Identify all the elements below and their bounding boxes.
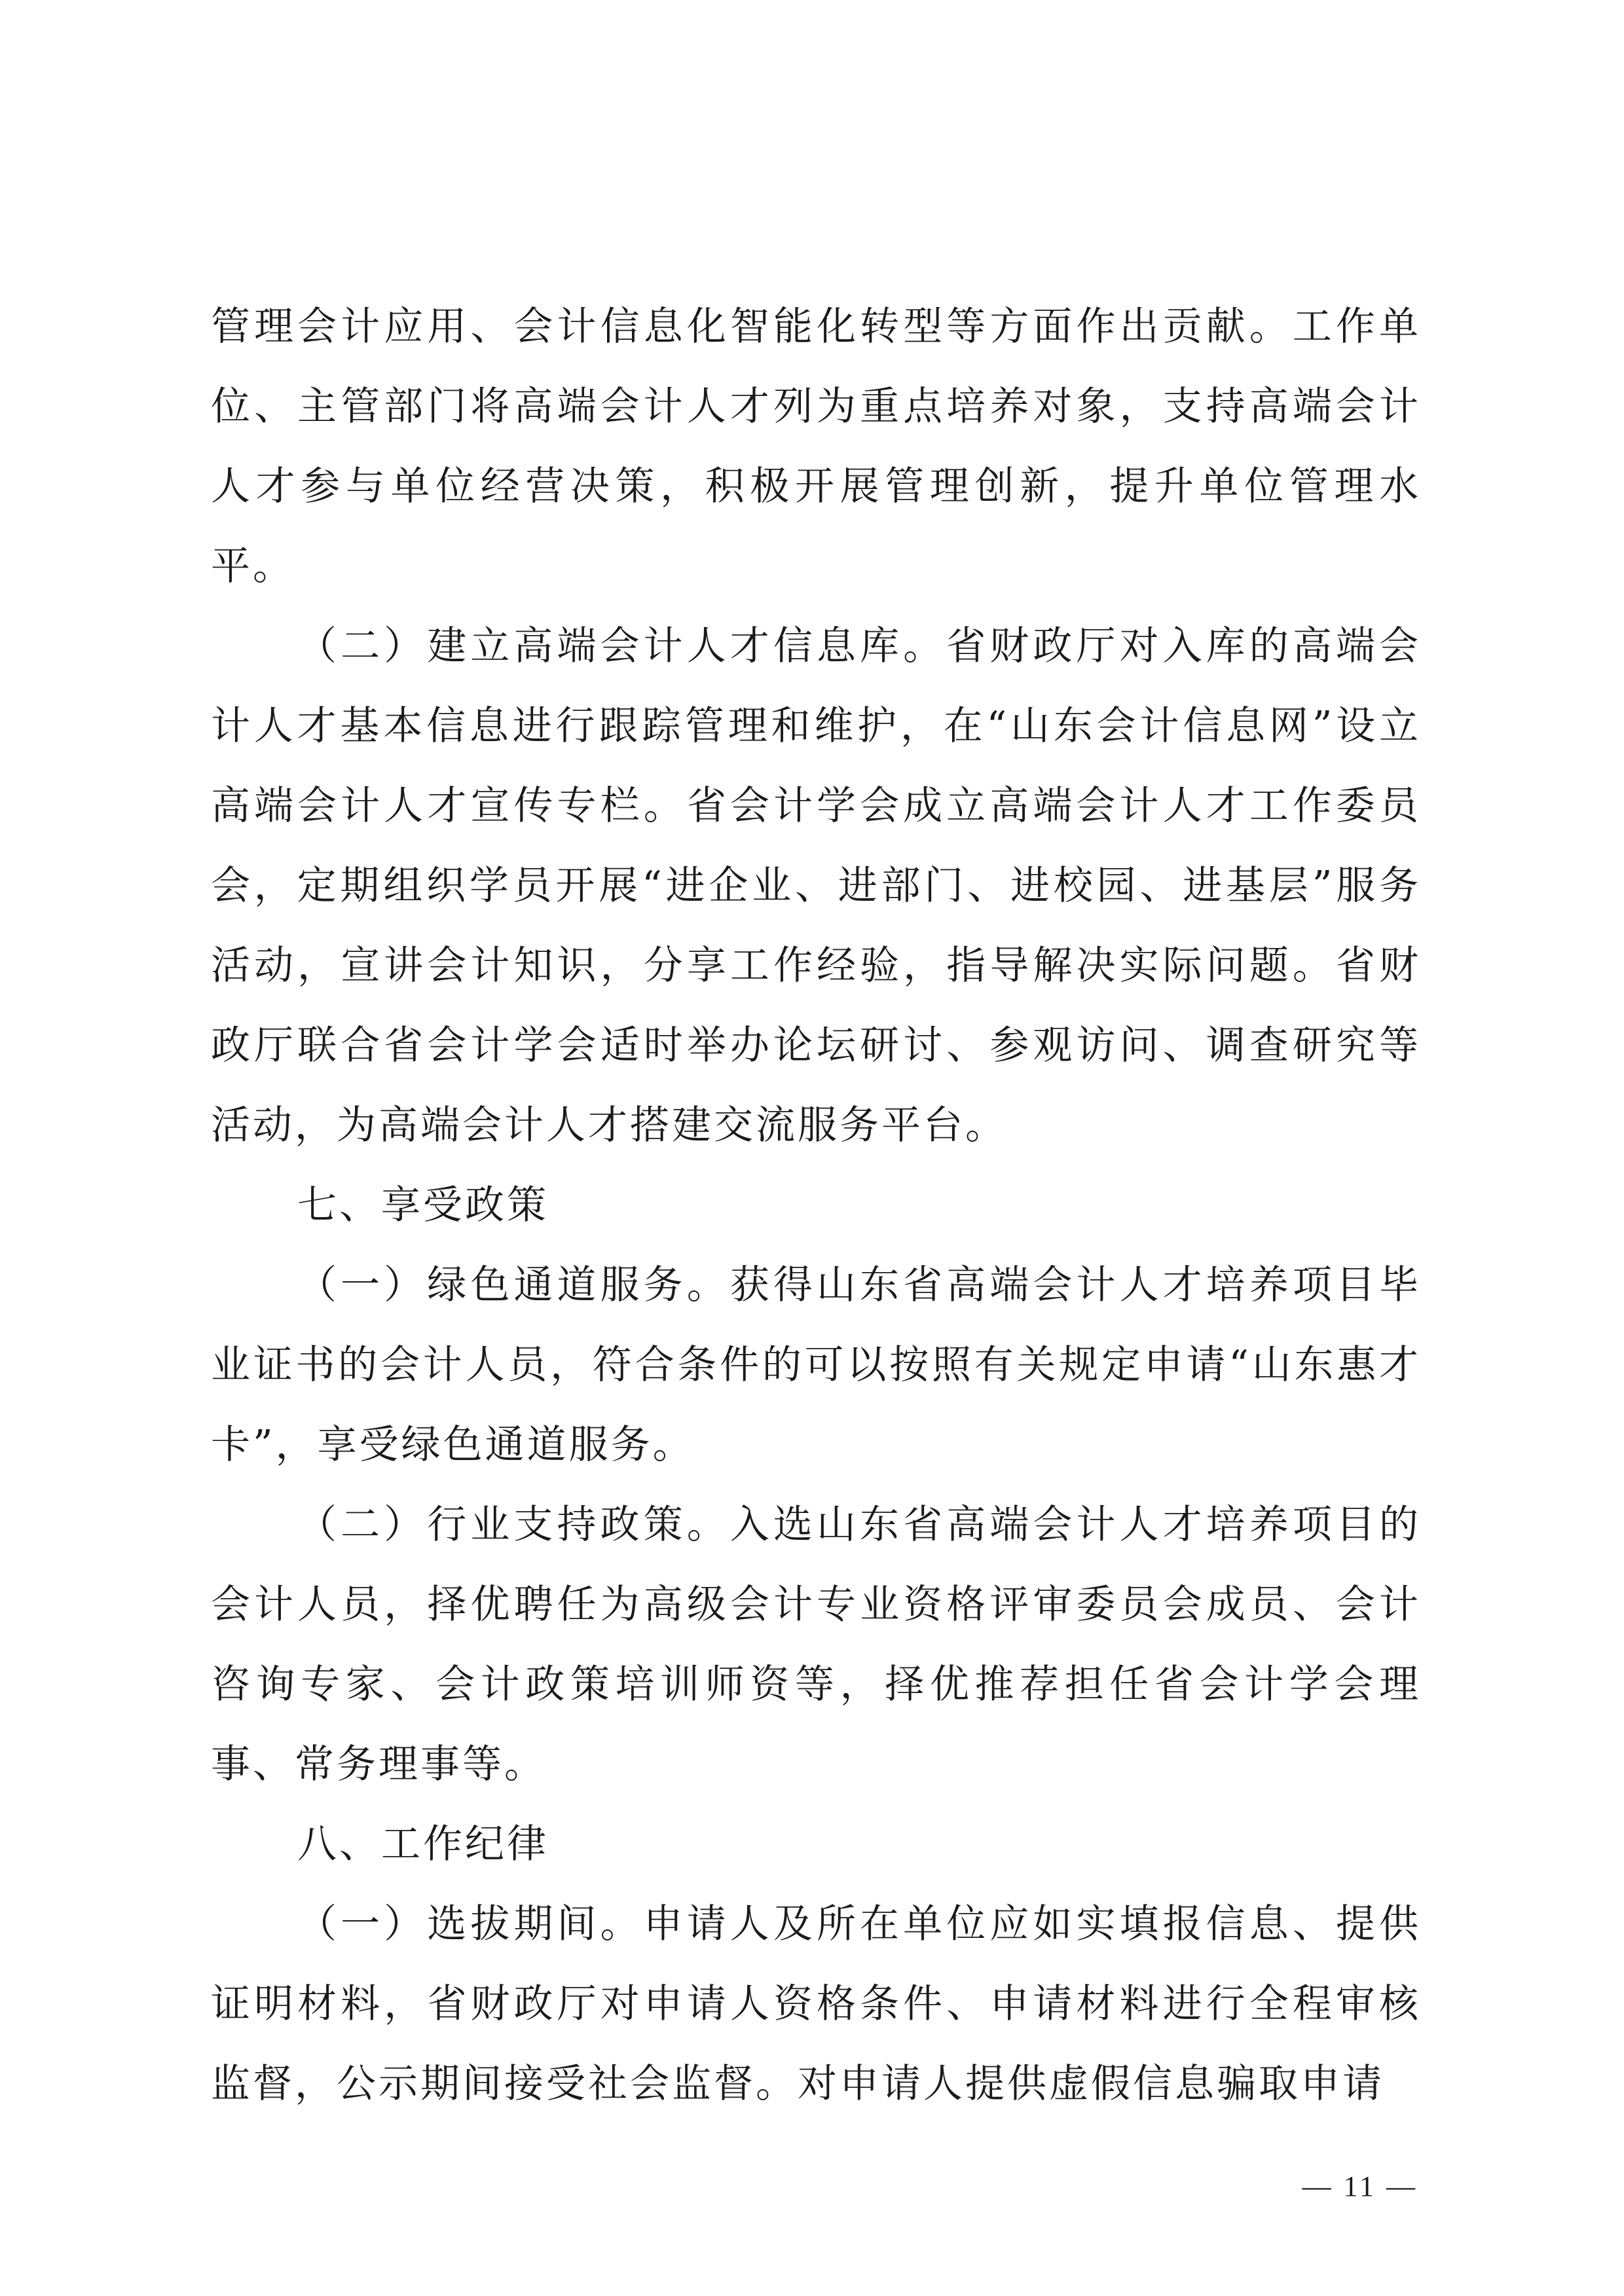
paragraph-selection-period: （一）选拔期间。申请人及所在单位应如实填报信息、提供证明材料，省财政厅对申请人资格条件、申请材料进行全程审核监督，公示期间接受社会监督。对申请人提供虚假信息骗取申请 bbox=[211, 1901, 1421, 2107]
page-number: — 11 — bbox=[1302, 2170, 1418, 2202]
paragraph-continuation: 管理会计应用、会计信息化智能化转型等方面作出贡献。工作单位、主管部门将高端会计人才列为重点培养对象，支持高端会计人才参与单位经营决策，积极开展管理创新，提升单位管理水平。 bbox=[211, 304, 1421, 589]
paragraph-green-channel: （一）绿色通道服务。获得山东省高端会计人才培养项目毕业证书的会计人员，符合条件的可以按照有关规定申请“山东惠才卡”，享受绿色通道服务。 bbox=[211, 1262, 1421, 1468]
section-heading-discipline: 八、工作纪律 bbox=[297, 1821, 549, 1867]
section-heading-policies: 七、享受政策 bbox=[297, 1182, 549, 1228]
document-body bbox=[211, 287, 1421, 2124]
paragraph-talent-database: （二）建立高端会计人才信息库。省财政厅对入库的高端会计人才基本信息进行跟踪管理和维护，在“山东会计信息网”设立高端会计人才宣传专栏。省会计学会成立高端会计人才工作委员会，定期组织学员开展“进企业、进部门、进校园、进基层”服务活动，宣讲会计知识，分享工作经验，指导解决实际问题。省财政厅联合省会计学会适时举办论坛研讨、参观访问、调查研究等活动，为高端会计人才搭建交流服务平台。 bbox=[211, 623, 1421, 1148]
paragraph-industry-support: （二）行业支持政策。入选山东省高端会计人才培养项目的会计人员，择优聘任为高级会计专业资格评审委员会成员、会计咨询专家、会计政策培训师资等，择优推荐担任省会计学会理事、常务理事等。 bbox=[211, 1502, 1421, 1787]
